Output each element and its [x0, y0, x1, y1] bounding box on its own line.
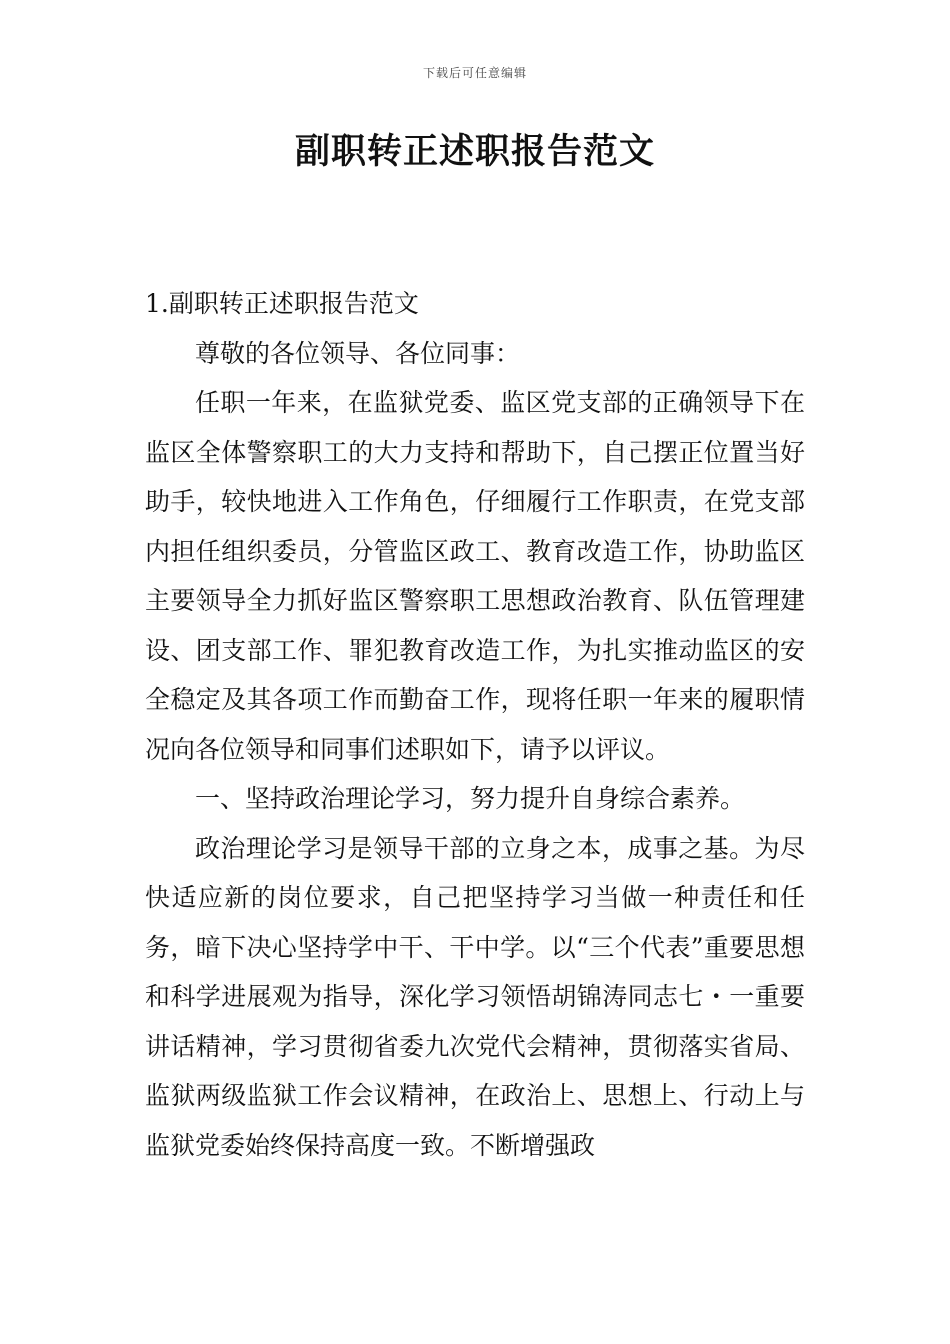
- section-heading: 1.副职转正述职报告范文: [145, 289, 419, 318]
- document-body: [145, 279, 805, 1170]
- header-note: 下载后可任意编辑: [422, 66, 527, 80]
- paragraph-political-study: 政治理论学习是领导干部的立身之本，成事之基。为尽快适应新的岗位要求，自己把坚持学习当做一种责任和任务，暗下决心坚持学中干、干中学。以“三个代表”重要思想和科学进展观为指导，深化学习领悟胡锦涛同志七・一重要讲话精神，学习贯彻省委九次党代会精神，贯彻落实省局、监狱两级监狱工作会议精神，在政治上、思想上、行动上与监狱党委始终保持高度一致。不断增强政: [145, 833, 805, 1160]
- salutation: 尊敬的各位领导、各位同事：: [195, 338, 521, 368]
- subheading-one: 一、坚持政治理论学习，努力提升自身综合素养。: [195, 784, 746, 813]
- paragraph-intro: 任职一年来，在监狱党委、监区党支部的正确领导下在监区全体警察职工的大力支持和帮助下，自己摆正位置当好助手，较快地进入工作角色，仔细履行工作职责，在党支部内担任组织委员，分管监区政工、教育改造工作，协助监区主要领导全力抓好监区警察职工思想政治教育、队伍管理建设、团支部工作、罪犯教育改造工作，为扎实推动监区的安全稳定及其各项工作而勤奋工作，现将任职一年来的履职情况向各位领导和同事们述职如下，请予以评议。: [145, 388, 805, 764]
- document-title: 副职转正述职报告范文: [294, 132, 655, 172]
